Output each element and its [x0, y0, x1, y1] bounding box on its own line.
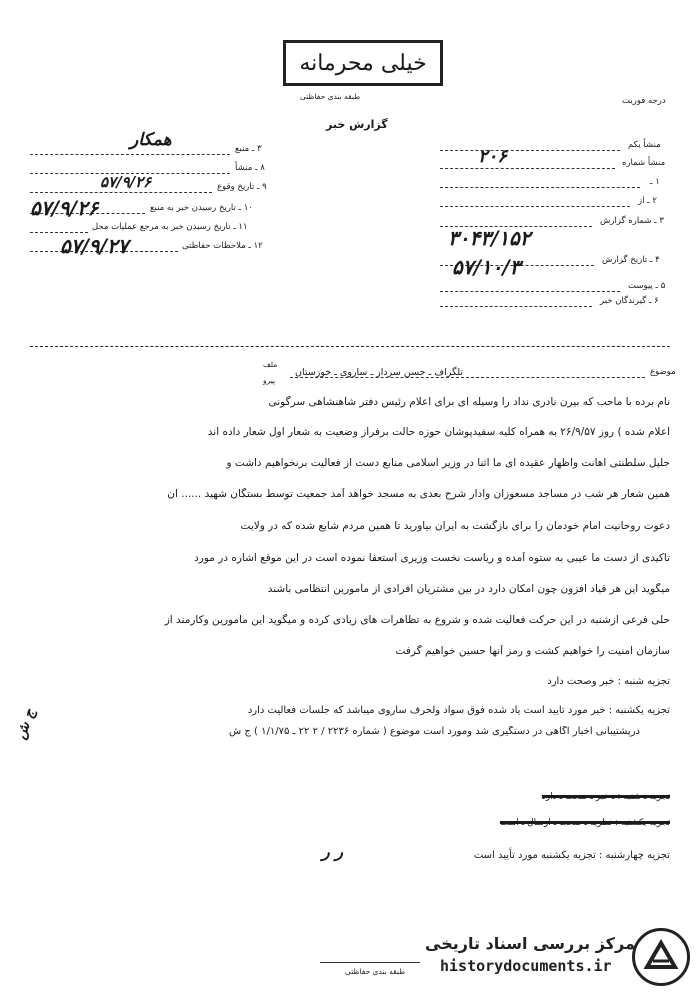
handwritten-mark: ر ر — [322, 842, 344, 861]
field-value: ۵۷/۹/۲۶ — [30, 196, 99, 220]
field-value: ۲۰۶ — [478, 146, 508, 167]
field-value: ۳۰۴۳/۱۵۲ — [448, 226, 531, 250]
field-label: ۳ ـ شماره گزارش — [600, 216, 664, 226]
archive-logo-icon-svg — [635, 931, 687, 983]
urgency-label: درجه فوریت — [622, 96, 666, 106]
field-line — [440, 291, 620, 292]
section-divider — [30, 346, 670, 347]
field-label: ۳ ـ منبع — [235, 144, 262, 154]
analysis-sunday-cont: درپشتیبانی اخبار آگاهی در دستگیری شد ومورد است موضوع ( شماره ۲۲۳۶ / ۲ ۲۲ ـ ۱/۱/۷۵ ) ج ش — [229, 726, 640, 737]
struck-line: تجزیه یکشنبه : نظریه ـ صحت ـ ارسال ـ است — [499, 818, 670, 828]
field-value: ۵۷/۹/۲۷ — [60, 234, 129, 258]
body-line: دعوت روحانیت امام خودمان را برای بازگشت به ایران بیاورید تا همین مردم شایع شده که در ولایت — [240, 520, 670, 532]
classification-stamp: خیلی محرمانه — [283, 40, 443, 86]
field-label: ۱۱ ـ تاریخ رسیدن خبر به مرجع عملیات محل — [92, 222, 248, 232]
body-line: تاکیدی از دست ما عیبی به ستوه آمده و ریاست نخست وزیری استعفا نموده است در این موقع اشاره در مورد — [194, 552, 670, 564]
field-label: ۱۰ ـ تاریخ رسیدن خبر به منبع — [150, 203, 253, 213]
field-label: ۱ ـ — [650, 177, 660, 187]
classification-subtitle: طبقه بندی حفاظتی — [300, 92, 361, 101]
field-label: ۱۲ ـ ملاحظات حفاظتی — [182, 241, 263, 251]
subject-label: موضوع — [650, 367, 676, 377]
body-line: همین شعار هر شب در مساجد مسعوزان وادار شرح بعدی به مسجد خواهد آمد جمعیت توسط بستگان شهید ...... ان — [167, 488, 670, 500]
watermark-title: مرکز بررسی اسناد تاریخی — [425, 934, 635, 953]
field-line — [30, 154, 230, 155]
field-line — [440, 187, 640, 188]
body-line: نام برده با ماحب که بیرن نادری نداد را وسیله ای برای اعلام رئیس دفتر شاهنشاهی سرگونی — [268, 396, 670, 408]
field-value: ۵۷/۱۰/۳ — [452, 255, 521, 279]
body-line: سازمان امنیت را خواهیم کشت و رمز آنها حسین خواهیم گرفت — [395, 645, 670, 657]
footer-line — [320, 962, 420, 963]
body-line: میگوید این هر قیاد افزون چون امکان دارد در بین مشتریان افرادی از مأمورین انتظامی باشند — [267, 583, 670, 595]
field-line — [30, 192, 212, 193]
field-value: همکار — [130, 130, 172, 150]
handwritten-note: ج ش — [12, 706, 39, 742]
body-line: حلی فرعی ازشنبه در این حرکت فعالیت شده و شروع به تظاهرات های زیادی کرده و میگوید این مأمورین وکارمند از — [164, 614, 670, 626]
subject-text: تلگراف ـ حسن سردار ـ ساروی ـ خوزستان — [295, 367, 464, 378]
field-line — [440, 168, 615, 169]
analysis-wednesday: تجزیه چهارشنبه : تجزیه یکشنبه مورد تأیید است — [473, 850, 670, 861]
archive-logo-icon — [632, 928, 690, 986]
footer-label: طبقه بندی حفاظتی — [345, 967, 406, 976]
field-label: ۸ ـ منشأ — [235, 163, 265, 173]
field-label: ۹ ـ تاریخ وقوع — [217, 182, 267, 192]
field-label: ۶ ـ گیرندگان خبر — [600, 296, 659, 306]
document-title: گزارش خبر — [326, 118, 388, 131]
watermark-url: historydocuments.ir — [440, 957, 612, 975]
field-value: ۵۷/۹/۲۶ — [100, 173, 152, 191]
field-label: ۴ ـ تاریخ گزارش — [602, 255, 660, 265]
field-line — [440, 206, 630, 207]
subject-line — [290, 377, 645, 378]
subject-side-bottom: پیرو — [263, 376, 276, 385]
body-line: اعلام شده ) روز ۲۶/۹/۵۷ به همراه کلیه سفیدپوشان حوزه حالت برفراز وضعیت به شعار اول شعار داده اند — [207, 426, 670, 438]
field-line — [440, 150, 620, 151]
analysis-sunday: تجزیه یکشنبه : خبر مورد تأیید است یاد شده فوق سواد ولحرف ساروی میباشد که جلسات فعالیت دارد — [247, 705, 670, 716]
body-line: جلیل سلطنتی اهانت واظهار عقیده ای ما اثنا در وزیر اسلامی منابع دست از فعالیت برنخواهیم داشت و — [226, 457, 670, 469]
field-label: ۲ ـ از — [638, 196, 657, 206]
field-label: منشأ شماره — [622, 158, 666, 168]
field-label: منشأ یکم — [628, 140, 661, 150]
analysis-saturday: تجزیه شنبه : خبر وصحت دارد — [547, 676, 670, 687]
struck-line: تجزیه ـ شنبه : ـ خبر ـ صحت ـ دارد — [541, 792, 670, 802]
field-line — [440, 306, 592, 307]
field-label: ۵ ـ پیوست — [628, 281, 666, 291]
subject-side-top: ملف — [263, 360, 278, 369]
field-line — [30, 232, 88, 233]
